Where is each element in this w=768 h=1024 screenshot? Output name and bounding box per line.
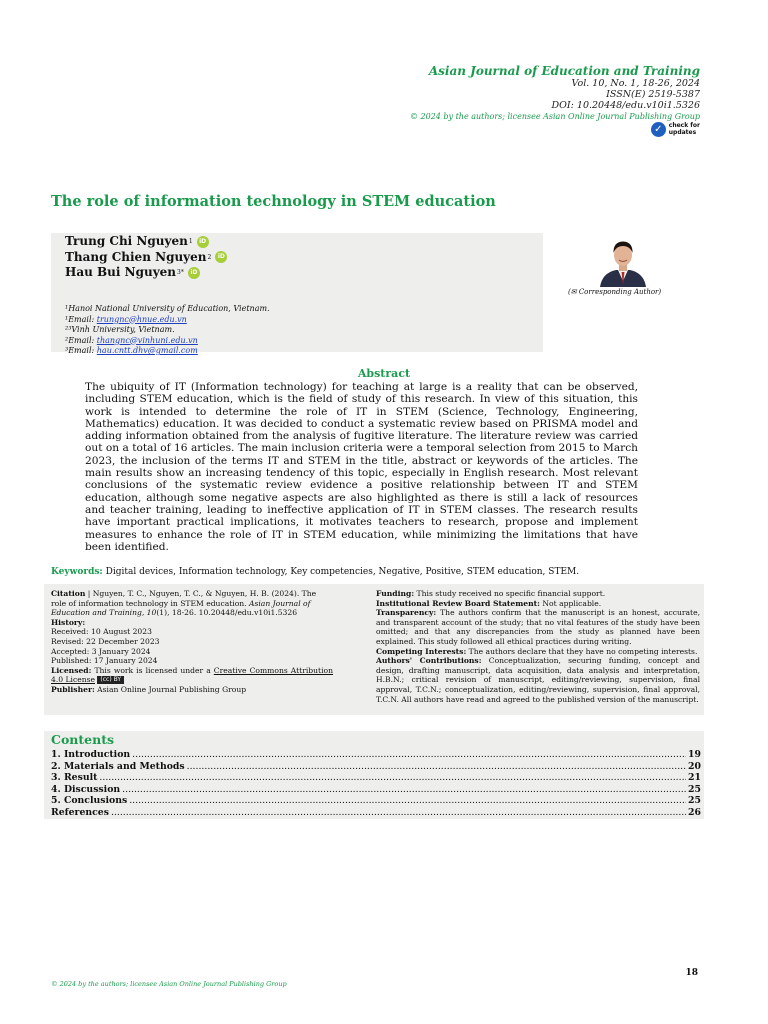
journal-name: Asian Journal of Education and Training — [428, 64, 700, 78]
toc-item[interactable] — [51, 761, 701, 773]
accepted-date: Accepted: 3 January 2024 — [51, 646, 151, 656]
irb-text: Not applicable. — [539, 598, 602, 608]
transparency-text: The authors confirm that the manuscript is an honest, accurate, and transparent account of the study; that no vital features of the study have been omitted; and that any discrepancies from the study as planned have been explained. This study followed all ethical practices during writing. — [376, 608, 700, 646]
affiliation-2: ²³Vinh University, Vietnam. — [65, 325, 175, 334]
competing-text: The authors declare that they have no competing interests. — [466, 646, 698, 656]
issn: ISSN(E) 2519-5387 — [606, 89, 700, 100]
contrib-label: Authors' Contributions: — [376, 656, 482, 666]
toc-leader — [122, 784, 686, 796]
header-license: © 2024 by the authors; licensee Asian Online Journal Publishing Group — [409, 112, 700, 121]
toc-item[interactable] — [51, 807, 701, 819]
toc-leader — [99, 772, 686, 784]
publisher-label: Publisher: — [51, 684, 95, 694]
toc-page: 26 — [688, 806, 701, 818]
toc-item[interactable] — [51, 784, 701, 796]
badge-line1: check for — [668, 122, 700, 129]
citation-label: Citation — [51, 589, 86, 598]
badge-line2: updates — [668, 128, 697, 136]
history-label: History: — [51, 617, 86, 627]
author-affiliation-mark: 2 — [207, 253, 212, 261]
author-photo — [594, 235, 652, 287]
email-line-2 — [65, 336, 270, 347]
author-name: Hau Bui Nguyen — [65, 265, 177, 279]
publisher-name: Asian Online Journal Publishing Group — [94, 684, 247, 694]
email-link[interactable]: thangnc@vinhuni.edu.vn — [96, 335, 198, 345]
toc-leader — [111, 807, 686, 819]
transparency-label: Transparency: — [376, 608, 437, 618]
keywords-label: Keywords: — [51, 567, 103, 577]
author-name: Thang Chien Nguyen — [65, 249, 207, 264]
citation-issue: (1), 18-26. 10.20448/edu.v10i1.5326 — [156, 608, 298, 618]
email-link[interactable]: hau.cntt.dhv@gmail.com — [96, 346, 198, 355]
toc-label: 1. Introduction — [51, 749, 131, 760]
toc-item[interactable] — [51, 795, 701, 807]
toc-item[interactable] — [51, 772, 701, 784]
volume-info: Vol. 10, No. 1, 18-26, 2024 — [571, 78, 700, 89]
published-date: Published: 17 January 2024 — [51, 656, 158, 666]
cc-by-icon[interactable]: (cc) BY — [97, 676, 124, 684]
licensed-label: Licensed: — [51, 665, 92, 675]
toc-leader — [187, 761, 686, 773]
toc-page: 19 — [688, 749, 701, 760]
toc-page: 20 — [688, 760, 701, 772]
toc-label: 2. Materials and Methods — [51, 760, 185, 772]
footer-copyright: © 2024 by the authors; licensee Asian Online Journal Publishing Group — [51, 980, 287, 988]
keywords — [51, 567, 579, 577]
email-line-3 — [65, 346, 270, 357]
toc-label: 5. Conclusions — [51, 795, 128, 807]
toc-leader — [132, 749, 686, 761]
email-line-1 — [65, 315, 270, 326]
affiliations — [65, 304, 270, 357]
licensed-text: This work is licensed under a — [91, 665, 214, 675]
publisher-line — [51, 685, 333, 695]
funding-text: This study received no specific financial support. — [414, 589, 606, 598]
orcid-icon[interactable]: iD — [215, 251, 227, 263]
author-name: Trung Chi Nguyen — [65, 234, 188, 248]
competing-label: Competing Interests: — [376, 646, 467, 656]
received-date: Received: 10 August 2023 — [51, 627, 152, 637]
check-updates-icon: ✓ — [651, 122, 666, 137]
contributions-statement — [376, 656, 700, 704]
affiliation-1: ¹Hanoi National University of Education, Vietnam. — [65, 304, 270, 313]
author-row — [65, 250, 227, 266]
citation-journal: Asian Journal of Education and Training, 10 — [51, 598, 311, 618]
author-row — [65, 265, 227, 281]
toc-item[interactable] — [51, 749, 701, 761]
toc-leader — [129, 795, 686, 807]
email-label: ¹Email: — [65, 314, 97, 324]
competing-interests-statement — [376, 647, 700, 657]
check-for-updates-badge[interactable] — [651, 122, 700, 137]
toc-page: 25 — [688, 783, 701, 795]
author-affiliation-mark: 3* — [177, 269, 184, 276]
contents-heading: Contents — [51, 732, 115, 747]
statements-column — [376, 589, 700, 704]
citation-column — [51, 589, 333, 695]
license-link[interactable]: Creative Commons Attribution 4.0 License — [51, 665, 333, 685]
corresponding-author-note: (✉ Corresponding Author) — [568, 288, 662, 296]
email-label: ³Email: — [65, 346, 97, 355]
orcid-icon[interactable]: iD — [197, 236, 209, 248]
contrib-text: Conceptualization, securing funding, concept and design, drafting manuscript, data acquisition, data analysis and interpretation, H.B.N.; critical revision of manuscript, editing/reviewing, supervision, final approval, T.C.N.; conceptualization, editing/reviewing, supervision, final approval, T.C.N. All authors have read and agreed to the published version of the manuscript. — [376, 656, 700, 704]
email-link[interactable]: trungnc@hnue.edu.vn — [96, 314, 187, 324]
table-of-contents — [51, 749, 701, 819]
citation-entry — [51, 589, 333, 618]
author-affiliation-mark: 1 — [188, 238, 193, 245]
toc-label: References — [51, 806, 109, 818]
toc-page: 25 — [688, 795, 701, 807]
toc-page: 21 — [688, 772, 701, 784]
revised-date: Revised: 22 December 2023 — [51, 636, 160, 646]
irb-label: Institutional Review Board Statement: — [376, 598, 540, 608]
abstract-text: The ubiquity of IT (Information technology) for teaching at large is a reality that can be observed, including STEM education, which is the field of study of this research. In view of this situation, this work is intended to determine the role of IT in STEM (Science, Technology, Engineering, Mathematics) education. It was decided to conduct a systematic review based on PRISMA model and adding information obtained from the analysis of fugitive literature. The literature review was carried out on a total of 16 articles. The main inclusion criteria were a temporal selection from 2015 to March 2023, the inclusion of the terms IT and STEM in the title, abstract or keywords of the articles. The main results show an increasing tendency of this topic, especially in English research. Most relevant conclusions of the systematic review evidence a positive relationship between IT and STEM education, although some negative aspects are also highlighted as there is still a lack of resources and teacher training, leading to ineffective application of IT in STEM classes. The research results have important practical implications, it motivates teachers to research, propose and implement measures to enhance the role of IT in STEM education, while minimizing the limitations that have been identified. — [85, 381, 638, 553]
doi: DOI: 10.20448/edu.v10i1.5326 — [551, 100, 700, 111]
abstract-heading: Abstract — [357, 367, 411, 380]
journal-header — [410, 64, 700, 122]
author-list — [65, 234, 227, 281]
toc-label: 3. Result — [51, 772, 98, 784]
license-line — [51, 666, 333, 685]
orcid-icon[interactable]: iD — [188, 267, 200, 279]
irb-statement — [376, 599, 700, 609]
author-row — [65, 234, 227, 250]
citation-text: | Nguyen, T. C., Nguyen, T. C., & Nguyen, H. B. (2024). The role of information technology in STEM education. — [51, 589, 317, 608]
page-number: 18 — [685, 968, 698, 978]
toc-label: 4. Discussion — [51, 783, 121, 795]
transparency-statement — [376, 608, 700, 646]
email-label: ²Email: — [65, 335, 97, 345]
keywords-text: Digital devices, Information technology, Key competencies, Negative, Positive, STEM education, STEM. — [105, 567, 580, 577]
funding-label: Funding: — [376, 589, 415, 598]
funding-statement — [376, 589, 700, 599]
paper-title: The role of information technology in STEM education — [51, 193, 496, 210]
